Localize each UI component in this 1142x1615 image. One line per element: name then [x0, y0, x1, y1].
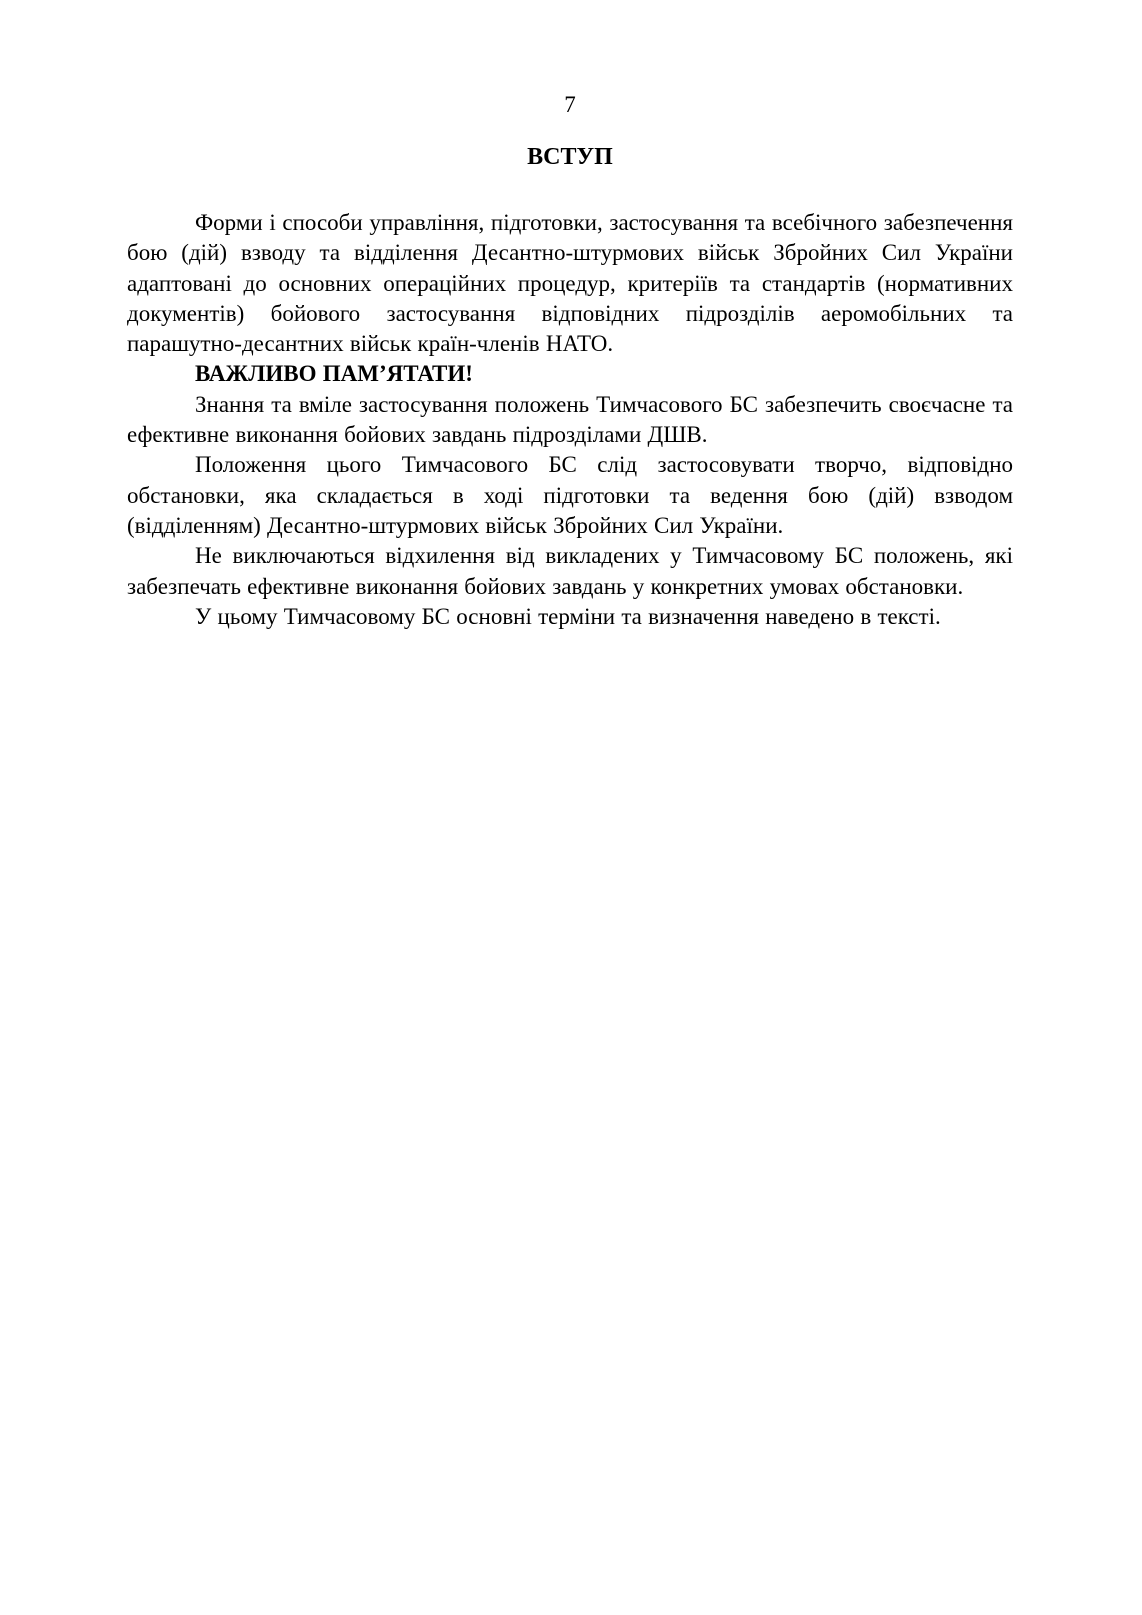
- important-note-heading: ВАЖЛИВО ПАМ’ЯТАТИ!: [195, 361, 473, 387]
- document-body: [127, 208, 1013, 632]
- paragraph-provisions: Положення цього Тимчасового БС слід застосовувати творчо, відповідно обстановки, яка складається в ході підготовки та ведення бою (дій) взводом (відділенням) Десантно-штурмових військ Збройних Сил України.: [127, 452, 1013, 538]
- paragraph-intro: Форми і способи управління, підготовки, застосування та всебічного забезпечення бою (дій) взводу та відділення Десантно-штурмових військ Збройних Сил України адаптовані до основних операційних процедур, критеріїв та стандартів (нормативних документів) бойового застосування відповідних підрозділів аеромобільних та парашутно-десантних військ країн-членів НАТО.: [127, 210, 1013, 357]
- paragraph-deviations: Не виключаються відхилення від викладених у Тимчасовому БС положень, які забезпечать ефективне виконання бойових завдань у конкретних умовах обстановки.: [127, 543, 1013, 599]
- page-number: 7: [564, 92, 576, 117]
- page-title: ВСТУП: [527, 144, 613, 170]
- paragraph-terms: У цьому Тимчасовому БС основні терміни та визначення наведено в тексті.: [195, 603, 941, 629]
- paragraph-knowledge: Знання та вміле застосування положень Тимчасового БС забезпечить своєчасне та ефективне виконання бойових завдань підрозділами ДШВ.: [127, 391, 1013, 448]
